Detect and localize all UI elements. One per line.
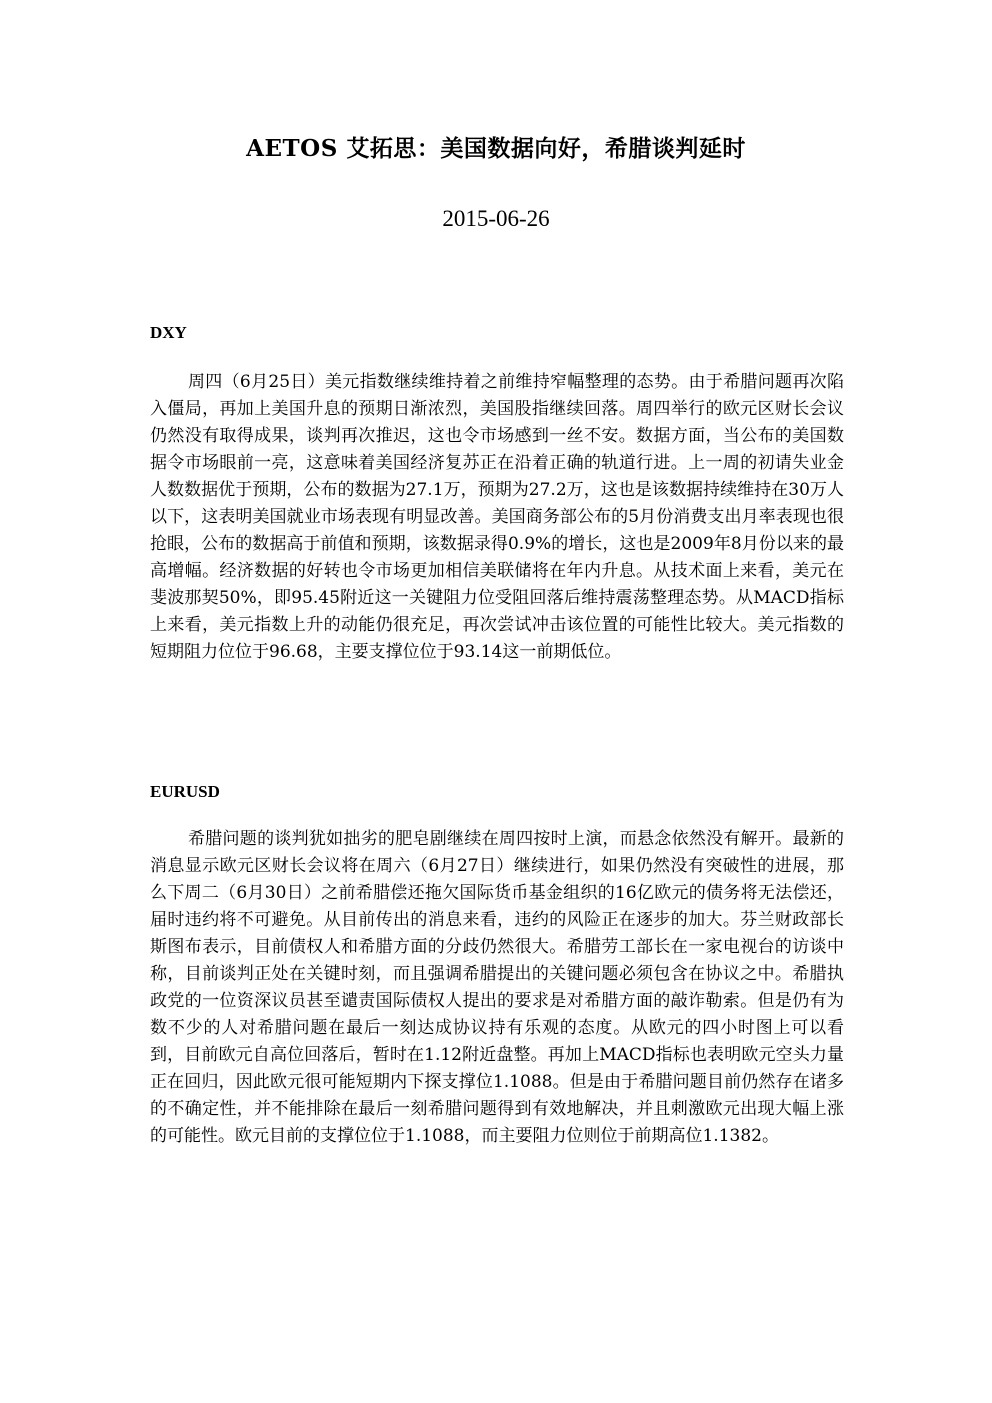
page-title: AETOS 艾拓思：美国数据向好，希腊谈判延时 bbox=[246, 135, 746, 162]
section-heading-dxy: DXY bbox=[150, 323, 187, 342]
publish-date: 2015-06-26 bbox=[442, 206, 550, 231]
section-body-dxy: 周四（6月25日）美元指数继续维持着之前维持窄幅整理的态势。由于希腊问题再次陷入僵局，再加上美国升息的预期日渐浓烈，美国股指继续回落。周四举行的欧元区财长会议仍然没有取得成果，谈判再次推迟，这也令市场感到一丝不安。数据方面，当公布的美国数据令市场眼前一亮，这意味着美国经济复苏正在沿着正确的轨道行进。上一周的初请失业金人数数据优于预期，公布的数据为27.1万，预期为27.2万，这也是该数据持续维持在30万人以下，这表明美国就业市场表现有明显改善。美国商务部公布的5月份消费支出月率表现也很抢眼，公布的数据高于前值和预期，该数据录得0.9%的增长，这也是2009年8月份以来的最高增幅。经济数据的好转也令市场更加相信美联储将在年内升息。从技术面上来看，美元在斐波那契50%，即95.45附近这一关键阻力位受阻回落后维持震荡整理态势。从MACD指标上来看，美元指数上升的动能仍很充足，再次尝试冲击该位置的可能性比较大。美元指数的短期阻力位位于96.68，主要支撑位位于93.14这一前期低位。 bbox=[150, 372, 844, 662]
section-heading-eurusd: EURUSD bbox=[150, 782, 220, 801]
section-body-eurusd: 希腊问题的谈判犹如拙劣的肥皂剧继续在周四按时上演，而悬念依然没有解开。最新的消息显示欧元区财长会议将在周六（6月27日）继续进行，如果仍然没有突破性的进展，那么下周二（6月30日）之前希腊偿还拖欠国际货币基金组织的16亿欧元的债务将无法偿还，届时违约将不可避免。从目前传出的消息来看，违约的风险正在逐步的加大。芬兰财政部长斯图布表示，目前债权人和希腊方面的分歧仍然很大。希腊劳工部长在一家电视台的访谈中称，目前谈判正处在关键时刻，而且强调希腊提出的关键问题必须包含在协议之中。希腊执政党的一位资深议员甚至谴责国际债权人提出的要求是对希腊方面的敲诈勒索。但是仍有为数不少的人对希腊问题在最后一刻达成协议持有乐观的态度。从欧元的四小时图上可以看到，目前欧元自高位回落后，暂时在1.12附近盘整。再加上MACD指标也表明欧元空头力量正在回归，因此欧元很可能短期内下探支撑位1.1088。但是由于希腊问题目前仍然存在诸多的不确定性，并不能排除在最后一刻希腊问题得到有效地解决，并且刺激欧元出现大幅上涨的可能性。欧元目前的支撑位位于1.1088，而主要阻力位则位于前期高位1.1382。 bbox=[150, 829, 844, 1146]
